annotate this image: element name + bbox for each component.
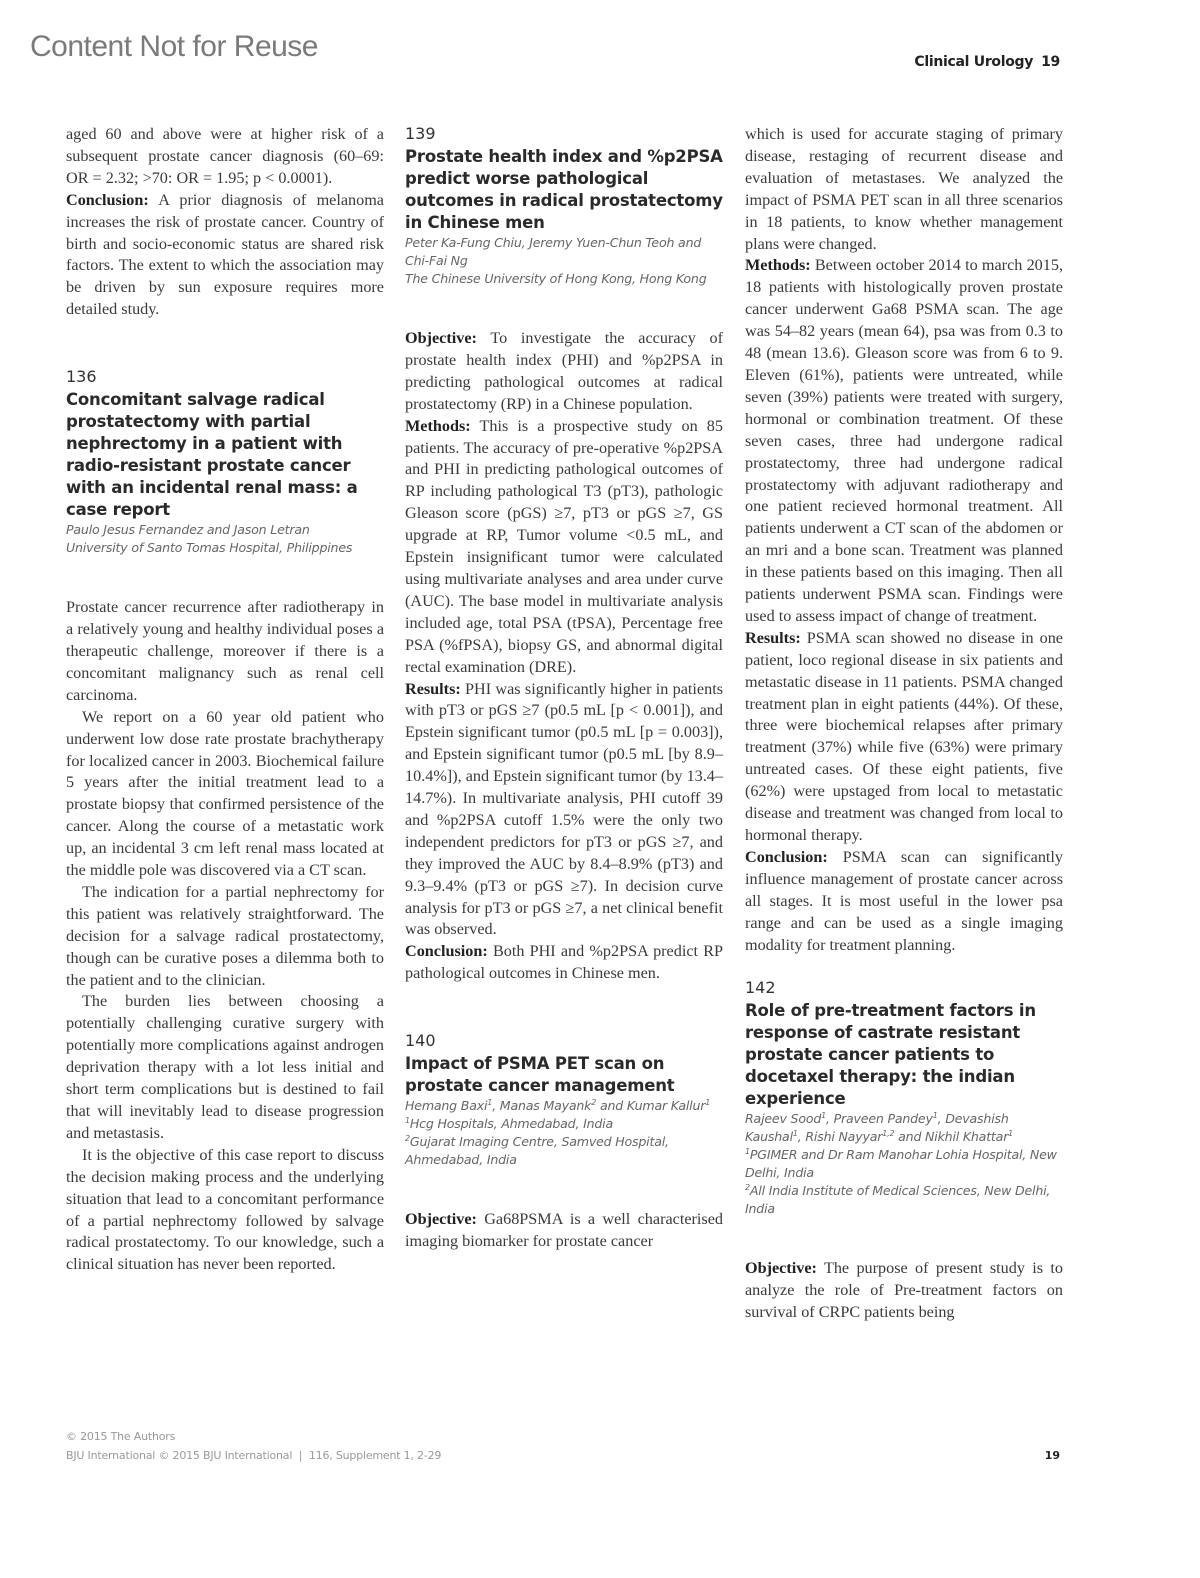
continuation-conclusion xyxy=(66,190,384,321)
body-paragraph: It is the objective of this case report to discuss the decision making process and the underlying situation that lead to a concomitant performance of a partial nephrectomy followed by salvage radical prostatectomy. To our knowledge, such a clinical situation has never been reported. xyxy=(66,1145,384,1274)
methods-section xyxy=(405,416,723,679)
methods-label: Methods: xyxy=(745,256,811,275)
methods-label: Methods: xyxy=(405,416,471,435)
abstract-affiliation: $^1$Hcg Hospitals, Ahmedabad, India xyxy=(405,1116,613,1132)
objective-label: Objective: xyxy=(405,329,477,347)
conclusion-text: A prior diagnosis of melanoma increases the risk of prostate cancer. Country of birth and socio-economic status are shared risk factors. The extent to which the association may be driven by sun exposure requires more detailed study. xyxy=(66,190,384,319)
body-paragraph: We report on a 60 year old patient who underwent low dose rate prostate brachytherapy for localized cancer in 2003. Biochemical failure 5 years after the initial treatment lead to a prostate biopsy that confirmed persistence of the cancer. Along the course of a metastatic work up, an incidental 3 cm left renal mass located at the middle pole was discovered via a CT scan. xyxy=(66,707,384,880)
column-2 xyxy=(405,124,723,1253)
methods-text: Between october 2014 to march 2015, 18 patients with histologically proven prostate cancer underwent Ga68 PSMA scan. The age was 54–82 years (mean 64), psa was from 0.3 to 48 (mean 13.6). Gleason score was from 6 to 9. Eleven (61%), patients were untreated, while seven (39%) patients were treated with surgery, hormonal or combination treatment. Of these seven cases, three had undergone radical prostatectomy, three had undergone radical prostatectomy with adjuvant radiotherapy and one patient recieved hormonal treatment. All patients underwent a CT scan of the abdomen or an mri and a bone scan. Treatment was planned in these patients based on this imaging. Then all patients underwent PSMA scan. Findings were used to assess impact of change of treatment. xyxy=(745,256,1063,625)
abstract-authors: Hemang Baxi$^1$, Manas Mayank$^2$ and Kumar Kallur$^1$ xyxy=(405,1098,711,1114)
methods-section xyxy=(745,255,1063,627)
abstract-title: Prostate health index and %p2PSA predict worse pathological outcomes in radical prostatectomy in Chinese men xyxy=(405,147,723,232)
conclusion-text: Both PHI and %p2PSA predict RP pathological outcomes in Chinese men. xyxy=(405,942,723,983)
column-1 xyxy=(66,124,384,1276)
objective-section xyxy=(405,1209,723,1253)
body-paragraph: The burden lies between choosing a potentially challenging curative surgery with potentially more complications against androgen deprivation therapy with a lot less initial and short term complications but is destined to fail that will inevitably lead to disease progression and metastasis. xyxy=(66,992,384,1142)
body-paragraph: Prostate cancer recurrence after radiotherapy in a relatively young and healthy individual poses a therapeutic challenge, moreover if there is a concomitant malignancy such as renal cell carcinoma. xyxy=(66,598,384,704)
header-page-number: 19 xyxy=(1041,54,1060,70)
results-text: PSMA scan showed no disease in one patient, loco regional disease in six patients and metastatic disease in 11 patients. PSMA changed treatment plan in eight patients (44%). Of these, three were biochemical relapses after primary treatment (37%) while five (63%) were primary untreated cases. Of these eight patients, five (62%) were upstaged from local to metastatic disease and treatment was changed from local to hormonal therapy. xyxy=(745,628,1063,844)
abstract-affiliation: $^2$Gujarat Imaging Centre, Samved Hospital, Ahmedabad, India xyxy=(405,1134,669,1168)
abstract-title: Role of pre-treatment factors in response of castrate resistant prostate cancer patients to docetaxel therapy: the indian experience xyxy=(745,1001,1036,1109)
abstract-affiliation: $^1$PGIMER and Dr Ram Manohar Lohia Hospital, New Delhi, India xyxy=(745,1147,1057,1181)
results-section xyxy=(745,628,1063,847)
running-head xyxy=(914,54,1060,70)
objective-text: To investigate the accuracy of prostate health index (PHI) and %p2PSA in predicting pathological outcomes at radical prostatectomy (RP) in a Chinese population. xyxy=(405,329,723,413)
abstract-affiliation: The Chinese University of Hong Kong, Hong Kong xyxy=(405,271,707,286)
watermark: Content Not for Reuse xyxy=(30,30,318,63)
conclusion-text: PSMA scan can significantly influence management of prostate cancer across all stages. It is most useful in the lower psa range and can be used as a single imaging modality for treatment planning. xyxy=(745,847,1063,954)
results-label: Results: xyxy=(745,628,801,647)
abstract-affiliation: $^2$All India Institute of Medical Sciences, New Delhi, India xyxy=(745,1183,1051,1217)
abstract-title: Concomitant salvage radical prostatectomy with partial nephrectomy in a patient with radio-resistant prostate cancer with an incidental renal mass: a case report xyxy=(66,390,358,520)
column-3 xyxy=(745,124,1063,1324)
methods-text: This is a prospective study on 85 patients. The accuracy of pre-operative %p2PSA and PHI in predicting pathological outcomes of RP including pathological T3 (pT3), pathologic Gleason score (pGS) ≥7, pT3 or pGS ≥7, GS upgrade at RP, Tumor volume <0.5 mL, and Epstein insignificant tumor were calculated using multivariate analyses and area under curve (AUC). The base model in multivariate analysis included age, total PSA (tPSA), Percentage free PSA (%fPSA), biopsy GS, and abnormal digital rectal examination (DRE). xyxy=(405,416,723,676)
journal-section: Clinical Urology xyxy=(914,54,1034,70)
abstract-title: Impact of PSMA PET scan on prostate cancer management xyxy=(405,1054,675,1096)
abstract-number: 142 xyxy=(745,978,776,998)
abstract-authors: Paulo Jesus Fernandez and Jason Letran xyxy=(66,522,310,538)
results-label: Results: xyxy=(405,679,461,698)
objective-text: The purpose of present study is to analyze the role of Pre-treatment factors on survival of CRPC patients being xyxy=(745,1259,1063,1322)
results-section xyxy=(405,679,723,942)
abstract-number: 140 xyxy=(405,1031,436,1051)
objective-label: Objective: xyxy=(405,1210,477,1229)
conclusion-section xyxy=(745,847,1063,957)
abstract-number: 136 xyxy=(66,367,97,387)
objective-text: Ga68PSMA is a well characterised imaging biomarker for prostate cancer xyxy=(405,1210,723,1251)
objective-section xyxy=(405,328,723,416)
body-paragraph: The indication for a partial nephrectomy for this patient was relatively straightforward. The decision for a salvage radical prostatectomy, though can be curative poses a dilemma both to the patient and to the clinician. xyxy=(66,882,384,989)
abstract-number: 139 xyxy=(405,124,436,143)
conclusion-label: Conclusion: xyxy=(66,190,149,209)
objective-continuation: which is used for accurate staging of primary disease, restaging of recurrent disease and evaluation of metastases. We analyzed the impact of PSMA PET scan in all three scenarios in 18 patients, to know whether management plans were changed. xyxy=(745,125,1063,253)
objective-section xyxy=(745,1258,1063,1324)
conclusion-label: Conclusion: xyxy=(745,847,828,866)
conclusion-section xyxy=(405,941,723,985)
footer-page-number: 19 xyxy=(1044,1449,1060,1462)
continuation-text: aged 60 and above were at higher risk of a subsequent prostate cancer diagnosis (60–69: OR = 2.32; >70: OR = 1.95; p < 0.0001). xyxy=(66,125,384,187)
abstract-authors: Peter Ka-Fung Chiu, Jeremy Yuen-Chun Teoh and Chi-Fai Ng xyxy=(405,235,702,268)
results-text: PHI was significantly higher in patients with pT3 or pGS ≥7 (p0.5 mL [p < 0.001]), and Epstein significant tumor (p0.5 mL [p = 0.003]), and Epstein significant tumor (p0.5 mL [by 8.9–10.4%]), and Epstein significant tumor (by 13.4–14.7%). In multivariate analysis, PHI cutoff 39 and %p2PSA cutoff 1.5% were the only two independent predictors for pT3 or pGS ≥7, and they improved the AUC by 8.4–8.9% (pT3) and 9.3–9.4% (pT3 or pGS ≥7). In decision curve analysis for pT3 or pGS ≥7, a net clinical benefit was observed. xyxy=(405,679,723,939)
abstract-affiliation: University of Santo Tomas Hospital, Philippines xyxy=(66,540,353,556)
footer-journal-line: BJU International © 2015 BJU International | 116, Supplement 1, 2-29 xyxy=(66,1449,442,1462)
conclusion-label: Conclusion: xyxy=(405,942,488,961)
footer-copyright: © 2015 The Authors xyxy=(66,1430,176,1443)
abstract-authors: Rajeev Sood$^1$, Praveen Pandey$^1$, Devashish Kaushal$^1$, Rishi Nayyar$^{1,2}$ and Nikhil Khattar$^1$ xyxy=(745,1111,1014,1145)
objective-label: Objective: xyxy=(745,1259,817,1278)
